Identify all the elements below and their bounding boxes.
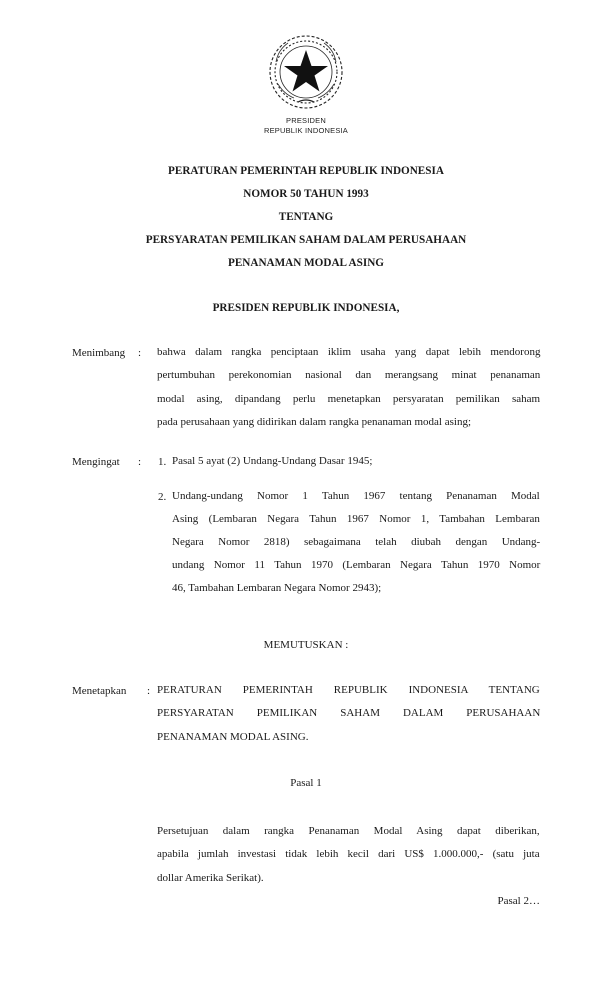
president-heading: PRESIDEN REPUBLIK INDONESIA, [212, 302, 400, 314]
pasal-1-line: Persetujuan dalam rangka Penanaman Modal Asing dapat diberikan, [157, 825, 540, 837]
menimbang-label: Menimbang [72, 347, 126, 359]
mengingat-item-2 [172, 485, 540, 600]
mengingat-item-number: 2. [158, 491, 167, 503]
title-line-subject: PERSYARATAN PEMILIKAN SAHAM DALAM PERUSAHAAN [145, 234, 467, 246]
emblem-caption-republic: REPUBLIK INDONESIA [263, 126, 349, 135]
menimbang-line-text: pertumbuhan perekonomian nasional dan merangsang minat penanaman [157, 369, 541, 382]
menetapkan-line: PERSYARATAN PEMILIKAN SAHAM DALAM PERUSAHAAN [157, 707, 541, 720]
menimbang-line: bahwa dalam rangka penciptaan iklim usaha yang dapat lebih mendorong [157, 346, 541, 358]
menimbang-line [157, 364, 540, 387]
mengingat-item-line: Asing (Lembaran Negara Tahun 1967 Nomor 1, Tambahan Lembaran [172, 513, 540, 525]
mengingat-colon: : [138, 456, 142, 468]
menimbang-line: pada perusahaan yang didirikan dalam rangka penanaman modal asing; [157, 415, 471, 428]
menimbang-line: modal asing, dipandang perlu menetapkan persyaratan pemilikan saham [157, 392, 541, 405]
mengingat-item-number: 1. [158, 456, 167, 468]
menetapkan-text [157, 679, 540, 749]
continuation-marker: Pasal 2… [497, 895, 540, 907]
emblem-caption-president: PRESIDEN [286, 116, 326, 125]
mengingat-item-line: undang Nomor 11 Tahun 1970 (Lembaran Negara Tahun 1970 Nomor [172, 559, 541, 571]
menetapkan-line: PENANAMAN MODAL ASING. [157, 730, 309, 743]
pasal-1-heading: Pasal 1 [290, 777, 322, 789]
menetapkan-label: Menetapkan [72, 685, 127, 697]
title-line-about: TENTANG [278, 211, 334, 223]
menimbang-text [157, 341, 540, 434]
garuda-star-emblem-icon [266, 32, 346, 112]
mengingat-item-line: Negara Nomor 2818) sebagaimana telah diubah dengan Undang- [172, 536, 541, 548]
pasal-1-line: dollar Amerika Serikat). [157, 871, 264, 884]
mengingat-item-line: 46, Tambahan Lembaran Negara Nomor 2943); [172, 582, 382, 594]
mengingat-item-line: Pasal 5 ayat (2) Undang-Undang Dasar 1945; [172, 455, 373, 467]
memutuskan-heading: MEMUTUSKAN : [263, 639, 349, 651]
mengingat-label: Mengingat [72, 456, 120, 468]
mengingat-item-line: Undang-undang Nomor 1 Tahun 1967 tentang Penanaman Modal [172, 490, 540, 502]
title-line-subject-cont: PENANAMAN MODAL ASING [227, 257, 384, 269]
title-line-regulation: PERATURAN PEMERINTAH REPUBLIK INDONESIA [168, 165, 444, 177]
menetapkan-colon: : [147, 685, 151, 697]
pasal-1-line: apabila jumlah investasi tidak lebih kecil dari US$ 1.000.000,- (satu juta [157, 848, 540, 861]
pasal-1-text [157, 820, 540, 890]
menimbang-colon: : [138, 347, 142, 359]
mengingat-item-1 [172, 450, 540, 473]
menetapkan-line: PERATURAN PEMERINTAH REPUBLIK INDONESIA TENTANG [157, 684, 540, 696]
title-line-number: NOMOR 50 TAHUN 1993 [243, 188, 369, 200]
